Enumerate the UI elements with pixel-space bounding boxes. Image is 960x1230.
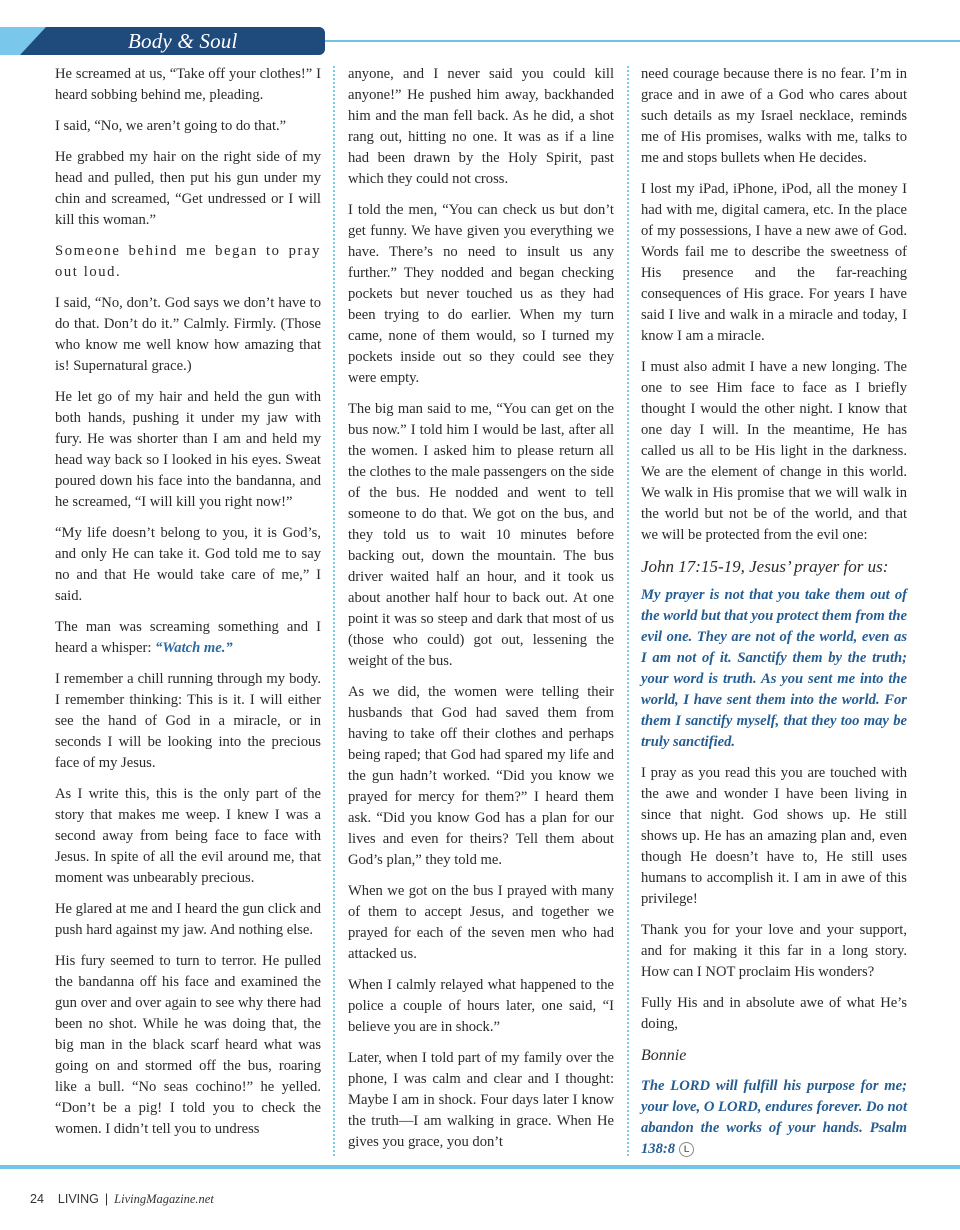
paragraph: When we got on the bus I prayed with many of them to accept Jesus, and together we prayed for each of the seven men who had attacked us. [348,883,614,962]
paragraph: He glared at me and I heard the gun click and push hard against my jaw. And nothing else. [55,901,321,938]
closing-verse-ref: Psalm 138:8 [641,1120,907,1157]
paragraph: As I write this, this is the only part of the story that makes me weep. I knew I was a second away from being face to face with Jesus. In spite of all the evil around me, that moment was unbearably precious. [55,786,321,886]
paragraph: His fury seemed to turn to terror. He pulled the bandanna off his face and examined the gun over and over again to see why there had been no shot. While he was doing that, the big man in the black scarf heard what was going on and stormed off the bus, roaring like a bull. “No seas cochino!” he yelled. “Don’t be a pig! I told you to check the women. I didn’t tell you to undress [55,953,321,1137]
paragraph: I told the men, “You can check us but don’t get funny. We have given you everything we have. There’s no need to insult us any further.” They nodded and began checking pockets but never touched us as they had been trying to do earlier. When my turn came, none of them would, so I turned my pockets inside out so they could see they were empty. [348,202,614,386]
paragraph: I remember a chill running through my body. I remember thinking: This is it. I will either see the hand of God in a miracle, or in seconds I will be looking into the precious face of my Jesus. [55,671,321,771]
paragraph-text: The man was screaming something and I heard a whisper: [55,619,321,656]
paragraph: Fully His and in absolute awe of what He’s doing, [641,995,907,1032]
paragraph: “My life doesn’t belong to you, it is God’s, and only He can take it. God told me to say no and that He would take care of me,” I said. [55,525,321,604]
paragraph: I pray as you read this you are touched with the awe and wonder I have been living in since that night. God shows up. He still shows up. He has an amazing plan and, even though He doesn’t have to, He still uses humans to accomplish it. I am in awe of this privilege! [641,765,907,907]
paragraph: When I calmly relayed what happened to the police a couple of hours later, one said, “I believe you are in shock.” [348,977,614,1035]
paragraph: I lost my iPad, iPhone, iPod, all the money I had with me, digital camera, etc. In the place of my possessions, I have a new awe of God. Words fail me to describe the sweetness of His presence and the far-reaching consequences of His grace. For years I have said I live and walk in a miracle and today, I know I am a miracle. [641,181,907,344]
section-title: Body & Soul [128,29,238,53]
paragraph-with-emphasis [55,617,321,659]
column-divider-1 [333,66,335,1156]
paragraph: Thank you for your love and your support, and for making it this far in a long story. How can I NOT proclaim His wonders? [641,922,907,980]
paragraph: Later, when I told part of my family over the phone, I was calm and clear and I thought: Maybe I am in shock. Four days later I know the truth—I am walking in grace. When He gives you grace, you don’t [348,1050,614,1150]
column-divider-2 [627,66,629,1156]
magazine-name: LIVING [57,1192,99,1206]
page-number: 24 [30,1192,44,1206]
paragraph: The big man said to me, “You can get on the bus now.” I told him I would be last, after all the women. I asked him to please return all the clothes to the male passengers on the side of the bus. He nodded and went to tell someone to do that. We got on the bus, and they told us to wait 10 minutes before backing out, down the mountain. The bus driver waited half an hour, and it took us about another half hour to back out. At one point it was so steep and dark that most of us (those who could) got out, lessening the weight of the bus. [348,401,614,669]
paragraph: I must also admit I have a new longing. The one to see Him face to face as I briefly thought I would the other night. I know that one day I will. In the meantime, He has called us all to be His light in the darkness. We are the element of change in this world. We walk in His promise that we will walk in the world but not be of the world, and that we will be protected from the evil one: [641,359,907,543]
closing-verse [641,1076,907,1160]
paragraph: anyone, and I never said you could kill anyone!” He pushed him away, backhanded him and the man fell back. As he did, a shot rang out, hitting no one. It was as if a line had been drawn by the Holy Spirit, past which they could not cross. [348,66,614,187]
article-column-3 [641,64,907,1170]
magazine-website: LivingMagazine.net [114,1192,214,1206]
footer-separator: | [104,1192,109,1206]
article-column-2 [348,64,614,1163]
scripture-quote: My prayer is not that you take them out of the world but that you protect them from the evil one. They are not of the world, even as I am not of it. Sanctify them by the truth; your word is truth. As you sent me into the world, I have sent them into the world. For them I sanctify myself, that they too may be truly sanctified. [641,587,907,750]
paragraph: As we did, the women were telling their husbands that God had saved them from having to take off their clothes and perhaps being raped; that God had spared my life and the gun hadn’t worked. “Did you know we prayed for mercy for them?” I heard them ask. “Did you know God has a plan for our lives and even for theirs? Tell them about God’s plan,” they told me. [348,684,614,868]
article-column-1 [55,64,321,1150]
paragraph: need courage because there is no fear. I’m in grace and in awe of a God who cares about such details as my Israel necklace, reminds me of His promises, walks with me, talks to me and stops bullets when He decides. [641,66,907,166]
paragraph: He screamed at us, “Take off your clothes!” I heard sobbing behind me, pleading. [55,66,321,103]
signature: Bonnie [641,1047,687,1064]
paragraph: He let go of my hair and held the gun with both hands, pushing it under my jaw with fury. He was shorter than I am and held my head way back so I looked in his eyes. Sweat poured down his face into the bandanna, and he screamed, “I will kill you right now!” [55,389,321,510]
paragraph: I said, “No, don’t. God says we don’t have to do that. Don’t do it.” Calmly. Firmly. (Those who know me well know how amazing that is! Supernatural grace.) [55,295,321,374]
paragraph: I said, “No, we aren’t going to do that.” [55,118,287,134]
closing-verse-text: The LORD will fulfill his purpose for me; your love, O LORD, endures forever. Do not abandon the works of your hands. [641,1078,907,1136]
scripture-reference: John 17:15-19, Jesus’ prayer for us: [641,557,889,576]
emphasized-quote: “Watch me.” [155,640,233,656]
paragraph: He grabbed my hair on the right side of my head and pulled, then put his gun under my chin and screamed, “Get undressed or I will kill this woman.” [55,149,321,228]
paragraph: Someone behind me began to pray out loud. [55,243,321,280]
page-footer [30,1192,214,1207]
footer-rule [0,1165,960,1169]
end-of-article-icon: L [679,1142,694,1157]
